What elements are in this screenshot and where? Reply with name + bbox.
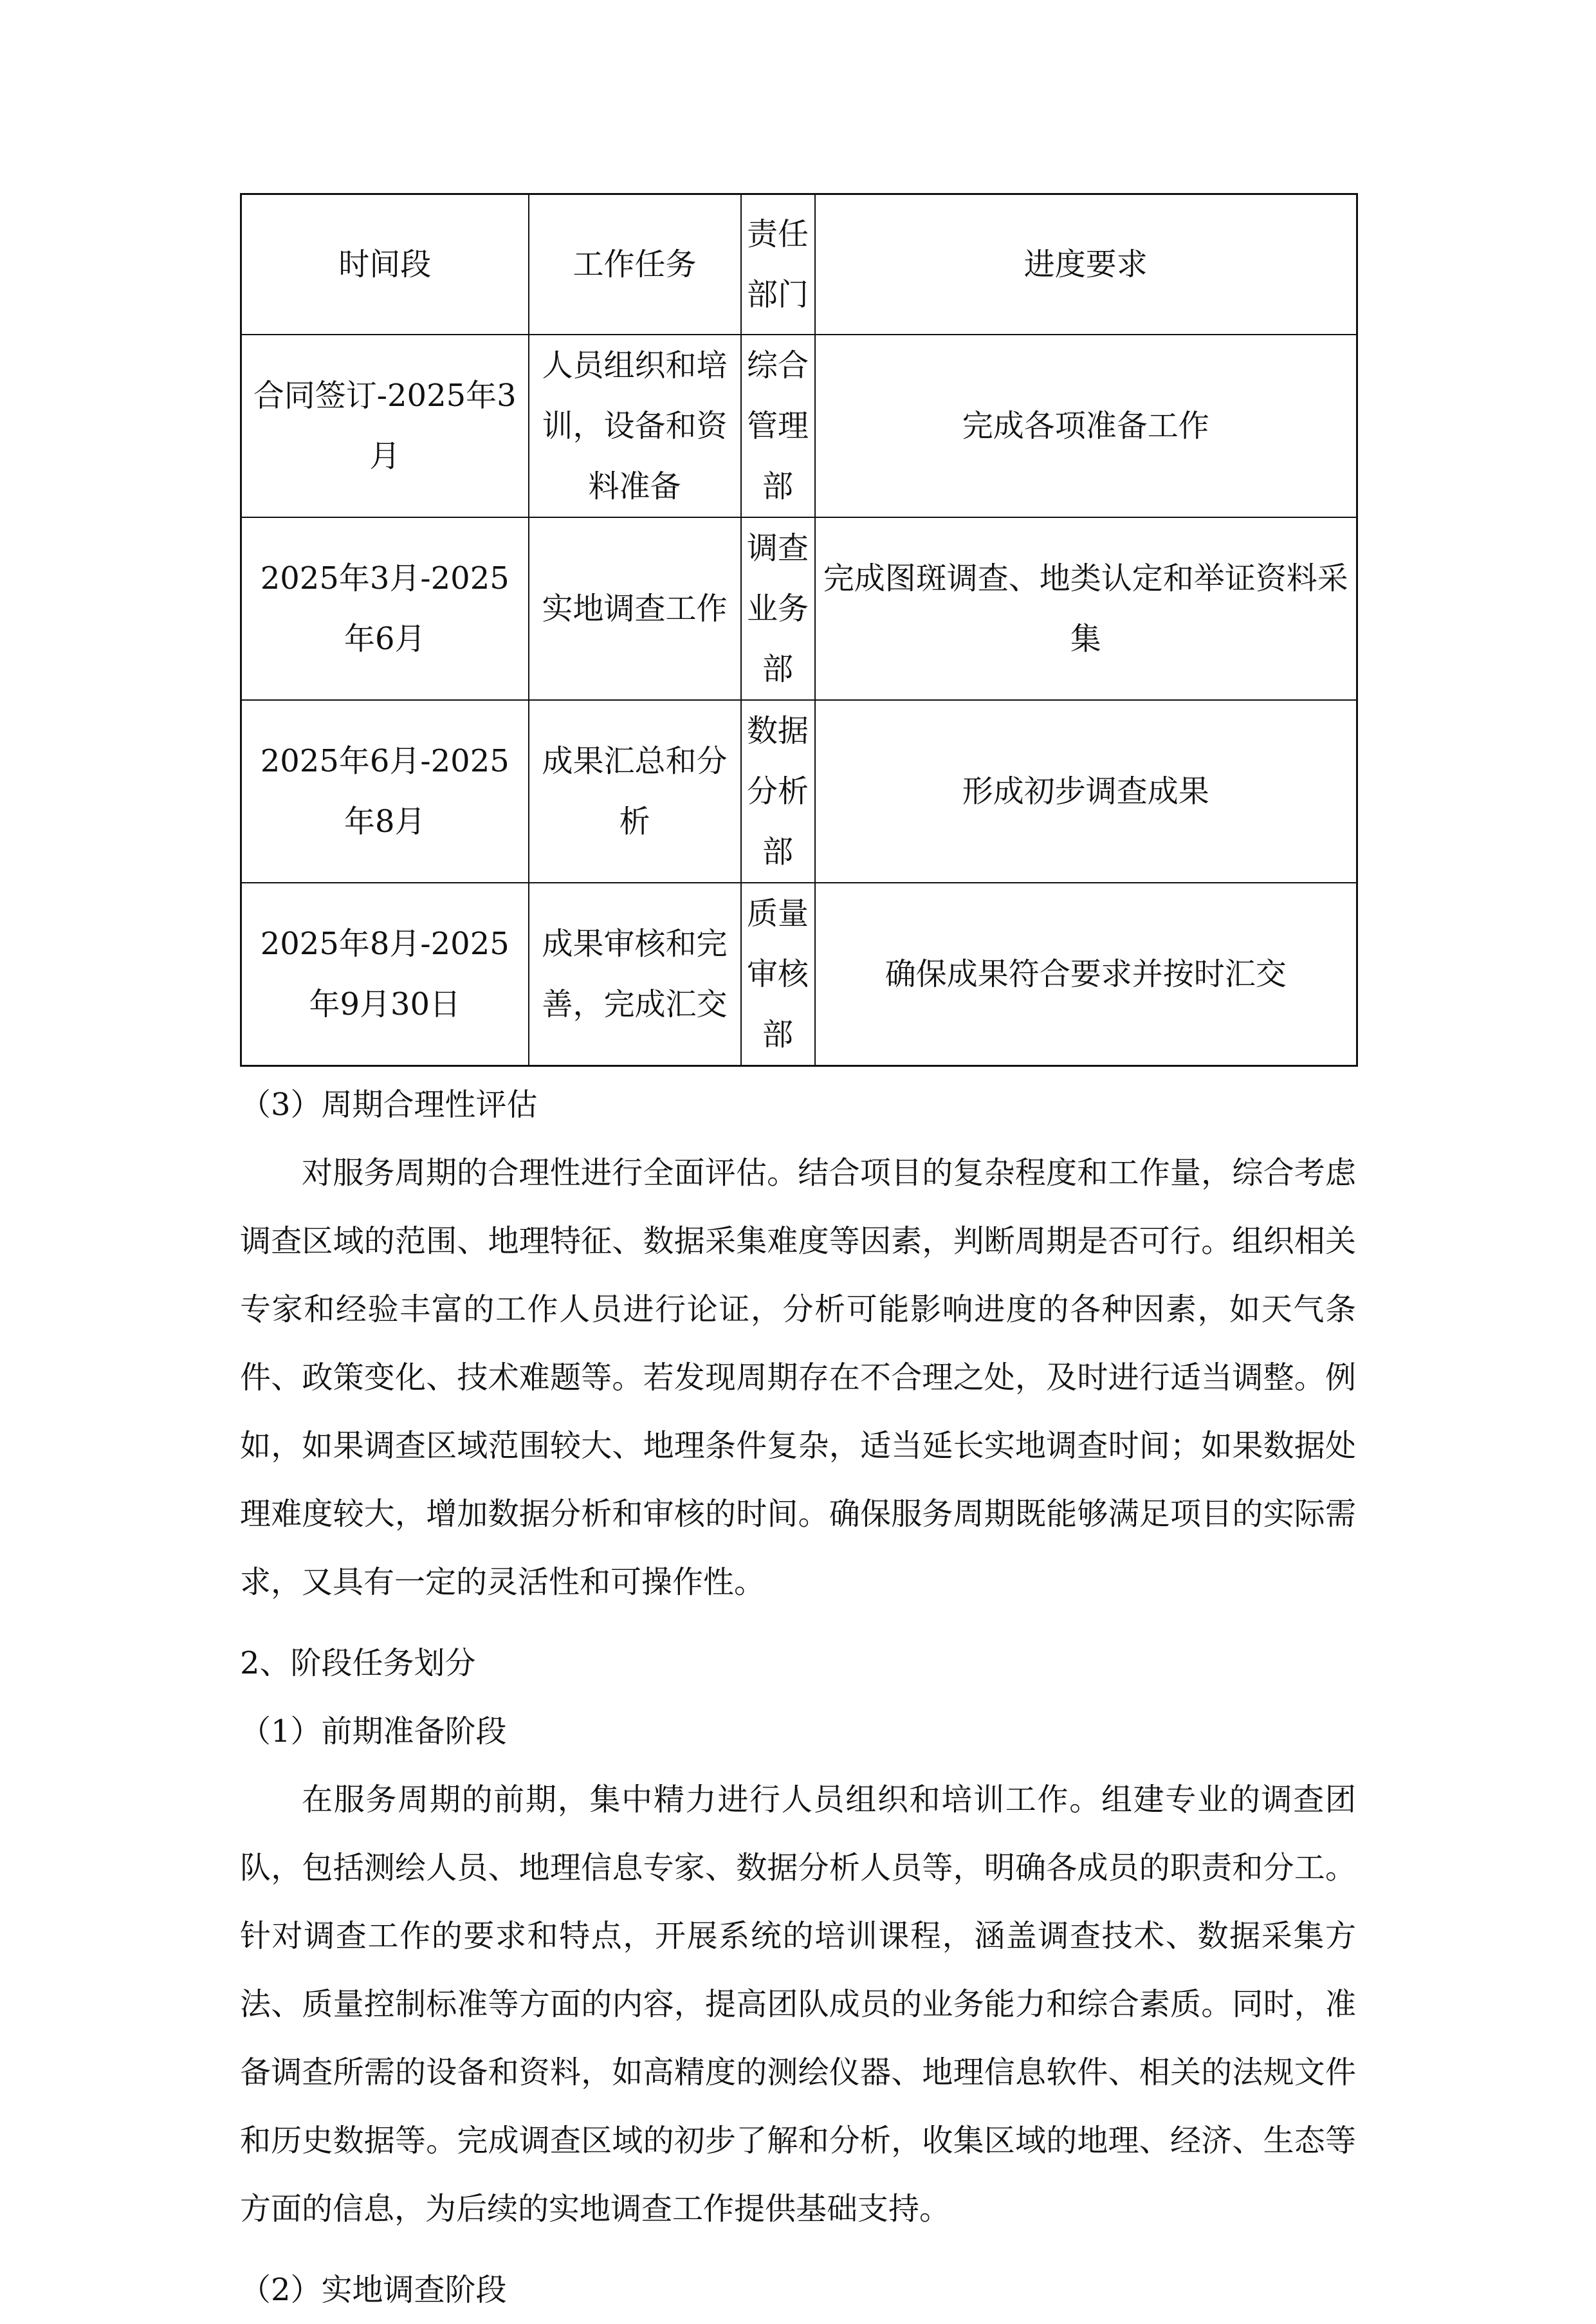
cell-task: 实地调查工作 bbox=[529, 517, 741, 700]
header-cell-task: 工作任务 bbox=[529, 194, 741, 335]
table-header-row bbox=[241, 194, 1357, 335]
document-page bbox=[240, 193, 1356, 2324]
cell-period: 2025年3月-2025年6月 bbox=[241, 517, 529, 700]
cell-progress: 完成图斑调查、地类认定和举证资料采集 bbox=[815, 517, 1357, 700]
table-row bbox=[241, 883, 1357, 1066]
cell-period: 2025年6月-2025年8月 bbox=[241, 700, 529, 883]
cell-task: 成果汇总和分析 bbox=[529, 700, 741, 883]
cell-task: 成果审核和完善，完成汇交 bbox=[529, 883, 741, 1066]
cell-progress: 完成各项准备工作 bbox=[815, 335, 1357, 517]
schedule-table bbox=[240, 193, 1358, 1067]
table-row bbox=[241, 517, 1357, 700]
table-row bbox=[241, 335, 1357, 517]
cell-department: 调查业务部 bbox=[741, 517, 815, 700]
paragraph-cycle-eval: 对服务周期的合理性进行全面评估。结合项目的复杂程度和工作量，综合考虑调查区域的范围、地理特征、数据采集难度等因素，判断周期是否可行。组织相关专家和经验丰富的工作人员进行论证，分析可能影响进度的各种因素，如天气条件、政策变化、技术难题等。若发现周期存在不合理之处，及时进行适当调整。例如，如果调查区域范围较大、地理条件复杂，适当延长实地调查时间；如果数据处理难度较大，增加数据分析和审核的时间。确保服务周期既能够满足项目的实际需求，又具有一定的灵活性和可操作性。 bbox=[240, 1154, 1356, 1600]
header-cell-progress: 进度要求 bbox=[815, 194, 1357, 335]
cell-task: 人员组织和培训，设备和资料准备 bbox=[529, 335, 741, 517]
section-heading-field-phase: （2）实地调查阶段 bbox=[240, 2271, 507, 2308]
section-heading-prep-phase: （1）前期准备阶段 bbox=[240, 1713, 507, 1749]
cell-progress: 形成初步调查成果 bbox=[815, 700, 1357, 883]
header-cell-department: 责任部门 bbox=[741, 194, 815, 335]
cell-department: 数据分析部 bbox=[741, 700, 815, 883]
section-heading-phase-division: 2、阶段任务划分 bbox=[240, 1645, 476, 1681]
cell-department: 质量审核部 bbox=[741, 883, 815, 1066]
cell-department: 综合管理部 bbox=[741, 335, 815, 517]
cell-period: 合同签订-2025年3月 bbox=[241, 335, 529, 517]
table-row bbox=[241, 700, 1357, 883]
cell-period: 2025年8月-2025年9月30日 bbox=[241, 883, 529, 1066]
cell-progress: 确保成果符合要求并按时汇交 bbox=[815, 883, 1357, 1066]
header-cell-period: 时间段 bbox=[241, 194, 529, 335]
section-heading-cycle-eval: （3）周期合理性评估 bbox=[240, 1086, 538, 1123]
paragraph-prep-phase: 在服务周期的前期，集中精力进行人员组织和培训工作。组建专业的调查团队，包括测绘人员、地理信息专家、数据分析人员等，明确各成员的职责和分工。针对调查工作的要求和特点，开展系统的培训课程，涵盖调查技术、数据采集方法、质量控制标准等方面的内容，提高团队成员的业务能力和综合素质。同时，准备调查所需的设备和资料，如高精度的测绘仪器、地理信息软件、相关的法规文件和历史数据等。完成调查区域的初步了解和分析，收集区域的地理、经济、生态等方面的信息，为后续的实地调查工作提供基础支持。 bbox=[240, 1781, 1356, 2227]
document-body bbox=[240, 1071, 1356, 2324]
